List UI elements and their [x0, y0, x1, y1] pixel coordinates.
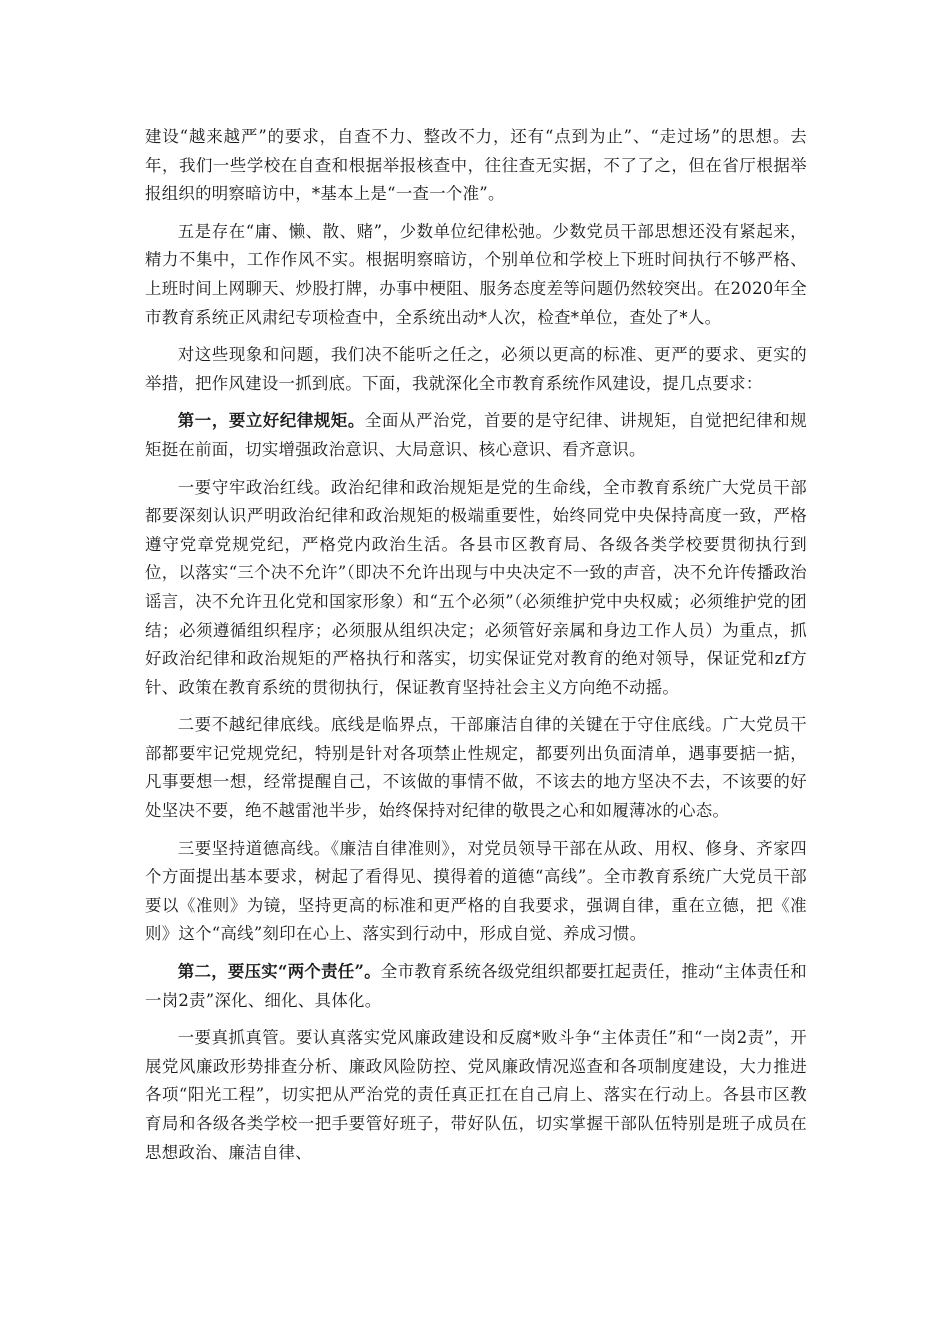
paragraph-section-one: [145, 407, 807, 464]
paragraph-text: 建设“越来越严”的要求，自查不力、整改不力，还有“点到为止”、“走过场”的思想。去年，我们一些学校在自查和根据举报核查中，往往查无实据，不了了之，但在省厅根据举报组织的明察暗访中，*基本上是“一查一个准”。: [145, 127, 807, 204]
paragraph-discipline-bottomline: [145, 711, 807, 825]
paragraph-point-five: [145, 218, 807, 332]
paragraph-text: 一要守牢政治红线。政治纪律和政治规矩是党的生命线，全市教育系统广大党员干部都要深刻认识严明政治纪律和政治规矩的极端重要性，始终同党中央保持高度一致，严格遵守党章党规党纪，严格党内政治生活。各县市区教育局、各级各类学校要贯彻执行到位，以落实“三个决不允许”（即决不允许出现与中央决定不一致的声音，决不允许传播政治谣言，决不允许丑化党和国家形象）和“五个必须”（必须维护党中央权威；必须维护党的团结；必须遵循组织程序；必须服从组织决定；必须管好亲属和身边工作人员）为重点，抓好政治纪律和政治规矩的严格执行和落实，切实保证党对教育的绝对领导，保证党和zf方针、政策在教育系统的贯彻执行，保证教育坚持社会主义方向绝不动摇。: [145, 477, 807, 697]
paragraph-text: 对这些现象和问题，我们决不能听之任之，必须以更高的标准、更严的要求、更实的举措，把作风建设一抓到底。下面，我就深化全市教育系统作风建设，提几点要求：: [145, 345, 807, 393]
paragraph-transition: [145, 341, 807, 398]
section-heading: 第一，要立好纪律规矩。: [177, 411, 365, 431]
paragraph-moral-highline: [145, 835, 807, 949]
paragraph-political-redline: [145, 474, 807, 703]
section-heading: 第二，要压实“两个责任”。: [177, 962, 381, 982]
paragraph-text: 全市教育系统各级党组织都要扛起责任，推动“主体责任和一岗2责”深化、细化、具体化。: [145, 962, 807, 1010]
paragraph-text: 一要真抓真管。要认真落实党风廉政建设和反腐*败斗争“主体责任”和“一岗2责”，开展党风廉政形势排查分析、廉政风险防控、党风廉政情况巡查和各项制度建设，大力推进各项“阳光工程”，切实把从严治党的责任真正扛在自己肩上、落实在行动上。各县市区教育局和各级各类学校一把手要管好班子，带好队伍，切实掌握干部队伍特别是班子成员在思想政治、廉洁自律、: [145, 1028, 807, 1162]
document-page: [145, 123, 807, 1176]
paragraph-text: 全面从严治党，首要的是守纪律、讲规矩，自觉把纪律和规矩挺在前面，切实增强政治意识、大局意识、核心意识、看齐意识。: [145, 411, 807, 459]
paragraph-section-two: [145, 958, 807, 1015]
paragraph-text: 二要不越纪律底线。底线是临界点，干部廉洁自律的关键在于守住底线。广大党员干部都要牢记党规党纪，特别是针对各项禁止性规定，都要列出负面清单，遇事要掂一掂，凡事要想一想，经常提醒自己，不该做的事情不做，不该去的地方坚决不去，不该要的好处坚决不要，绝不越雷池半步，始终保持对纪律的敬畏之心和如履薄冰的心态。: [145, 715, 807, 821]
paragraph-text: 五是存在“庸、懒、散、赌”，少数单位纪律松弛。少数党员干部思想还没有紧起来，精力不集中，工作作风不实。根据明察暗访，个别单位和学校上下班时间执行不够严格、上班时间上网聊天、炒股打牌，办事中梗阻、服务态度差等问题仍然较突出。在2020年全市教育系统正风肃纪专项检查中，全系统出动*人次，检查*单位，查处了*人。: [145, 221, 807, 327]
paragraph-text: 三要坚持道德高线。《廉洁自律准则》，对党员领导干部在从政、用权、修身、齐家四个方面提出基本要求，树起了看得见、摸得着的道德“高线”。全市教育系统广大党员干部要以《准则》为镜，坚持更高的标准和更严格的自我要求，强调自律，重在立德，把《准则》这个“高线”刻印在心上、落实到行动中，形成自觉、养成习惯。: [145, 838, 807, 944]
paragraph-continuation: [145, 123, 807, 209]
paragraph-real-management: [145, 1024, 807, 1167]
